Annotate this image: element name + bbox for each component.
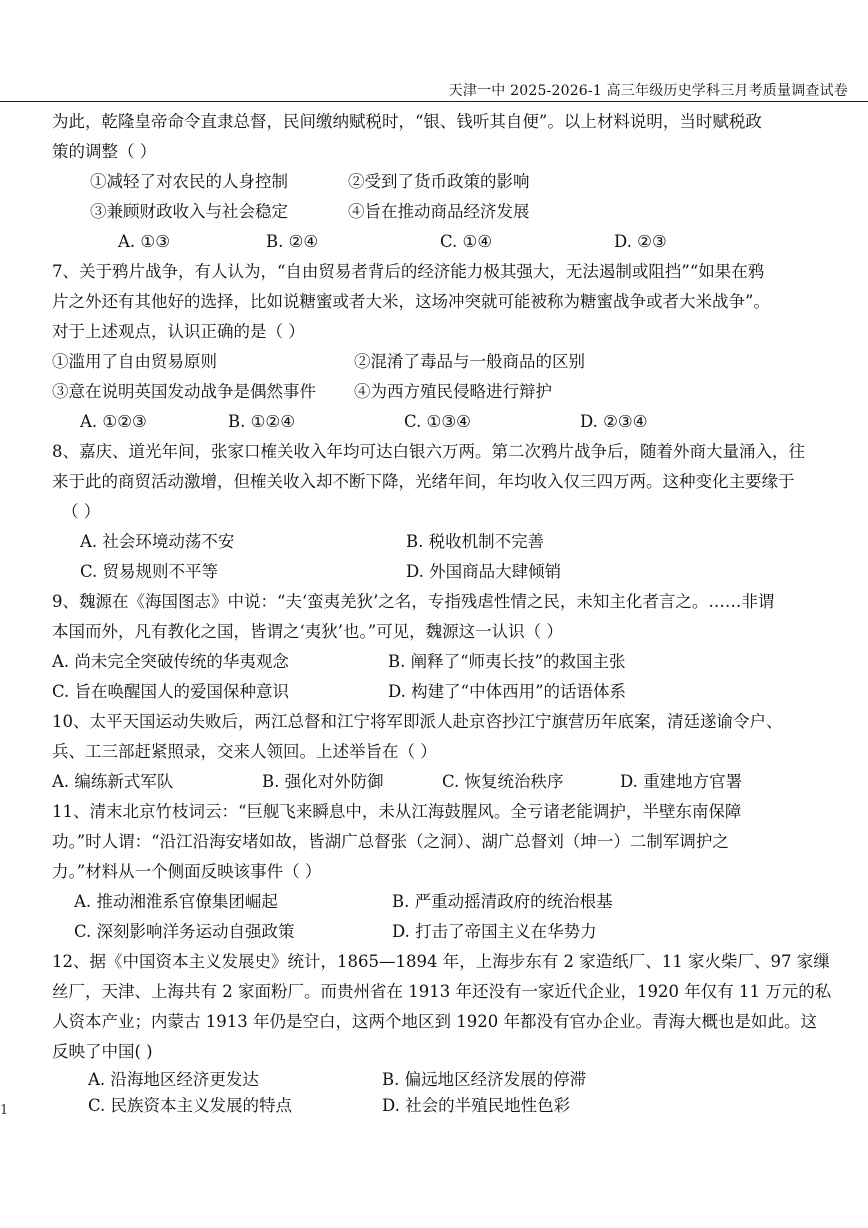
q10-options-row [52,767,848,797]
q10-option-b: B. 强化对外防御 [262,772,384,791]
q7-statement-1: ①滥用了自由贸易原则 [52,352,217,371]
q7-stem-line: 片之外还有其他好的选择，比如说糖蜜或者大米，这场冲突就可能被称为糖蜜战争或者大米战争”。 [52,292,770,311]
q12-option-c: C. 民族资本主义发展的特点 [88,1096,293,1115]
q10-stem-line: 10、太平天国运动失败后，两江总督和江宁将军即派人赴京咨抄江宁旗营历年底案，清廷遂谕令户、 [52,712,783,731]
q9-stem-line: 9、魏源在《海国图志》中说：“夫‘蛮夷羌狄’之名，专指残虐性情之民，未知主化者言之。……非谓 [52,592,775,611]
q8-options-row [52,527,848,557]
q7-statement-3: ③意在说明英国发动战争是偶然事件 [52,382,316,401]
q9-options-row [52,647,848,677]
question-10 [52,707,848,797]
question-11 [52,797,848,947]
q6-statement-row [52,167,848,197]
q10-stem-line: 兵、工三部赶紧照录，交来人领回。上述举旨在（ ） [52,742,437,761]
q6-option-a: A. ①③ [118,232,170,251]
question-7 [52,257,848,437]
question-6-continued [52,107,848,257]
q8-stem-line: 8、嘉庆、道光年间，张家口榷关收入年均可达白银六万两。第二次鸦片战争后，随着外商大量涌入，往 [52,442,805,461]
q10-option-d: D. 重建地方官署 [620,772,743,791]
q8-options-row [52,557,848,587]
q6-statement-1: ①减轻了对农民的人身控制 [90,172,288,191]
q10-option-c: C. 恢复统治秩序 [442,772,564,791]
q6-statement-4: ④旨在推动商品经济发展 [348,202,530,221]
q6-stem-line: 策的调整（ ） [52,142,157,161]
q11-stem-line: 力。”材料从一个侧面反映该事件（ ） [52,862,322,881]
q6-options-row [52,227,848,257]
page-margin-mark: 1 [0,1103,9,1118]
q8-stem-line: （ ） [62,502,101,521]
q6-statement-3: ③兼顾财政收入与社会稳定 [90,202,288,221]
q7-stem-line: 7、关于鸦片战争，有人认为，“自由贸易者背后的经济能力极其强大，无法遏制或阻挡”“如果在鸦 [52,262,765,281]
q9-options-row [52,677,848,707]
q6-statement-2: ②受到了货币政策的影响 [348,172,530,191]
q8-option-b: B. 税收机制不完善 [406,532,545,551]
q7-stem-line: 对于上述观点，认识正确的是（ ） [52,322,305,341]
q12-options-row [52,1093,848,1119]
q9-stem-line: 本国而外，凡有教化之国，皆谓之‘夷狄’也。”可见，魏源这一认识（ ） [52,622,563,641]
q9-option-c: C. 旨在唤醒国人的爱国保种意识 [52,682,290,701]
q12-option-d: D. 社会的半殖民地性色彩 [382,1096,571,1115]
q9-option-b: B. 阐释了“师夷长技”的救国主张 [388,652,626,671]
q12-stem-line: 反映了中国( ) [52,1042,153,1061]
q12-stem-line: 12、据《中国资本主义发展史》统计，1865—1894 年，上海步东有 2 家造纸厂、11 家火柴厂、97 家缫 [52,952,830,971]
question-12 [52,947,848,1119]
q11-options-row [52,917,848,947]
q11-option-d: D. 打击了帝国主义在华势力 [392,922,597,941]
q7-statement-row [52,347,848,377]
q8-option-d: D. 外国商品大肆倾销 [406,562,562,581]
q6-statement-row [52,197,848,227]
q12-option-b: B. 偏远地区经济发展的停滞 [382,1070,587,1089]
q10-option-a: A. 编练新式军队 [52,772,174,791]
exam-content [52,107,848,1119]
q6-option-b: B. ②④ [266,232,319,251]
q7-option-a: A. ①②③ [80,412,147,431]
q8-stem-line: 来于此的商贸活动激增，但榷关收入却不断下降，光绪年间，年均收入仅三四万两。这种变化主要缘于 [52,472,795,491]
q6-stem-line: 为此，乾隆皇帝命令直隶总督，民间缴纳赋税时，“银、钱听其自便”。以上材料说明，当时赋税政 [52,112,762,131]
q8-option-c: C. 贸易规则不平等 [80,562,219,581]
q11-option-c: C. 深刻影响洋务运动自强政策 [74,922,295,941]
q12-options-row [52,1067,848,1093]
q11-options-row [52,887,848,917]
header-divider [0,101,868,102]
q11-stem-line: 功。”时人谓：“沿江沿海安堵如故，皆湖广总督张（之洞）、湖广总督刘（坤一）二制军调护之 [52,832,729,851]
q9-option-a: A. 尚未完全突破传统的华夷观念 [52,652,289,671]
q6-option-c: C. ①④ [440,232,493,251]
q12-stem-line: 人资本产业；内蒙古 1913 年仍是空白，这两个地区到 1920 年都没有官办企业。青海大概也是如此。这 [52,1012,817,1031]
q12-option-a: A. 沿海地区经济更发达 [88,1070,259,1089]
q8-option-a: A. 社会环境动荡不安 [80,532,235,551]
question-8 [52,437,848,587]
q9-option-d: D. 构建了“中体西用”的话语体系 [388,682,627,701]
question-9 [52,587,848,707]
q7-option-b: B. ①②④ [228,412,295,431]
q7-options-row [52,407,848,437]
q11-stem-line: 11、清末北京竹枝词云：“巨舰飞来瞬息中，未从江海鼓腥风。全亏诸老能调护，半壁东南保障 [52,802,742,821]
q6-option-d: D. ②③ [614,232,667,251]
q7-option-c: C. ①③④ [404,412,471,431]
exam-header-title: 天津一中 2025-2026-1 高三年级历史学科三月考质量调查试卷 [448,83,848,99]
q11-option-a: A. 推动湘淮系官僚集团崛起 [74,892,278,911]
q11-option-b: B. 严重动摇清政府的统治根基 [392,892,613,911]
q7-statement-4: ④为西方殖民侵略进行辩护 [354,382,552,401]
q7-statement-row [52,377,848,407]
q7-option-d: D. ②③④ [580,412,648,431]
q7-statement-2: ②混淆了毒品与一般商品的区别 [354,352,585,371]
q12-stem-line: 丝厂，天津、上海共有 2 家面粉厂。而贵州省在 1913 年还没有一家近代企业，1920 年仅有 11 万元的私 [52,982,832,1001]
